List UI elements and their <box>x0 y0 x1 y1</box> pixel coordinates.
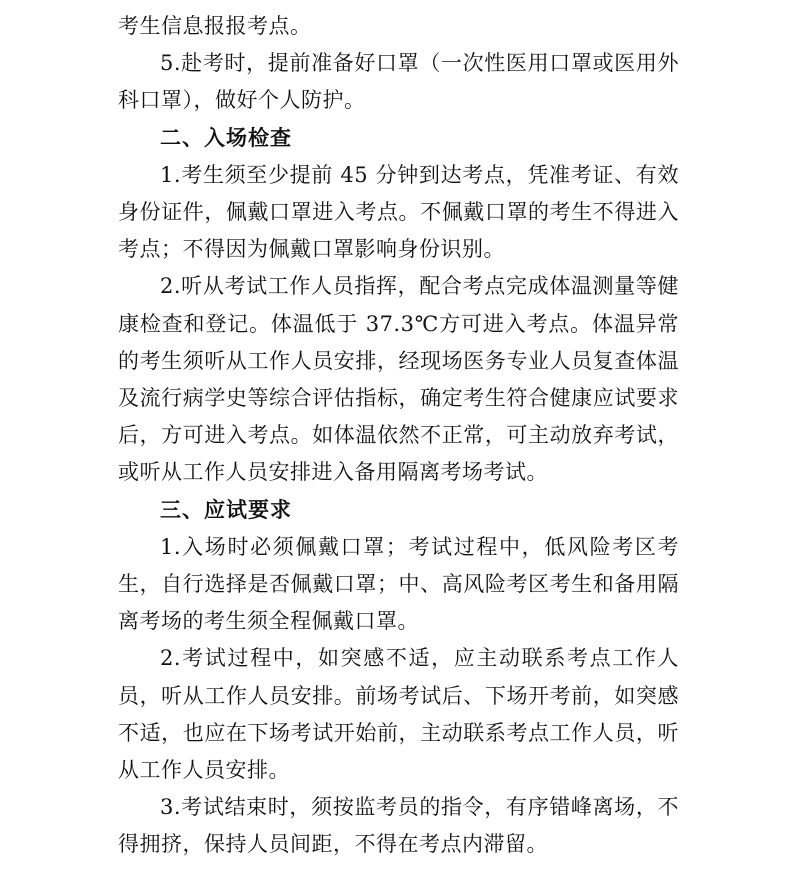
paragraph-entry-1: 1.考生须至少提前 45 分钟到达考点，凭准考证、有效身份证件，佩戴口罩进入考点。不佩戴口罩的考生不得进入考点；不得因为佩戴口罩影响身份识别。 <box>118 162 679 262</box>
paragraph-exam-1: 1.入场时必须佩戴口罩；考试过程中，低风险考区考生，自行选择是否佩戴口罩；中、高风险考区考生和备用隔离考场的考生须全程佩戴口罩。 <box>118 534 679 634</box>
paragraph-exam-2: 2.考试过程中，如突感不适，应主动联系考点工作人员，听从工作人员安排。前场考试后、下场开考前，如突感不适，也应在下场考试开始前，主动联系考点工作人员，听从工作人员安排。 <box>118 646 679 783</box>
paragraph-exam-3: 3.考试结束时，须按监考员的指令，有序错峰离场，不得拥挤，保持人员间距，不得在考点内滞留。 <box>118 795 679 857</box>
section-heading-entry-check: 二、入场检查 <box>160 125 292 150</box>
paragraph-item-5: 5.赴考时，提前准备好口罩（一次性医用口罩或医用外科口罩），做好个人防护。 <box>118 51 679 113</box>
paragraph-continuation: 考生信息报报考点。 <box>118 14 312 38</box>
paragraph-entry-2: 2.听从考试工作人员指挥，配合考点完成体温测量等健康检查和登记。体温低于 37.3℃方可进入考点。体温异常的考生须听从工作人员安排，经现场医务专业人员复查体温及流行病学史等综合评估指标，确定考生符合健康应试要求后，方可进入考点。如体温依然不正常，可主动放弃考试，或听从工作人员安排进入备用隔离考场考试。 <box>118 274 679 485</box>
section-heading-exam-requirements: 三、应试要求 <box>160 497 292 522</box>
